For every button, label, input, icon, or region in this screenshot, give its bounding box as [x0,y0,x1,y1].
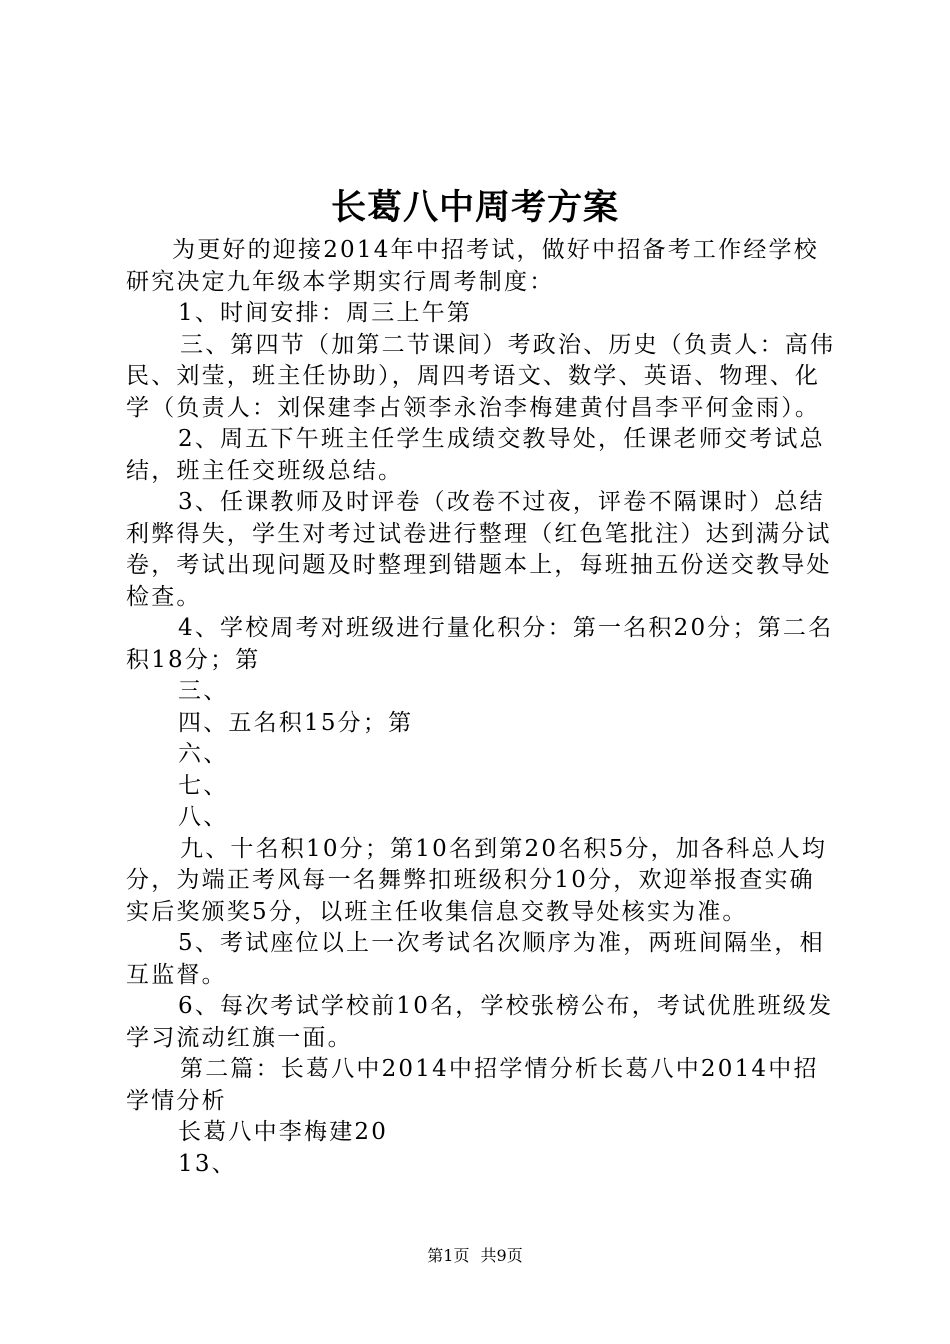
document-body [126,235,840,1180]
paragraph: 2、周五下午班主任学生成绩交教导处，任课老师交考试总结，班主任交班级总结。 [126,426,825,484]
paragraph: 1、时间安排：周三上午第 [178,300,473,326]
page-total: 共9页 [480,1246,523,1265]
paragraph: 5、考试座位以上一次考试名次顺序为准，两班间隔坐，相互监督。 [126,930,825,988]
paragraph: 第二篇：长葛八中2014中招学情分析长葛八中2014中招学情分析 [126,1056,819,1114]
page-footer [0,1244,950,1268]
paragraph: 七、 [178,772,229,799]
paragraph: 三、第四节（加第二节课间）考政治、历史（负责人：高伟民、刘莹，班主任协助），周四考语文、数学、英语、物理、化学（负责人：刘保建李占领李永治李梅建黄付昌李平何金雨）。 [126,331,836,421]
paragraph: 三、 [178,678,229,704]
paragraph: 13、 [178,1150,237,1177]
paragraph: 3、任课教师及时评卷（改卷不过夜，评卷不隔课时）总结利弊得失，学生对考过试卷进行整理（红色笔批注）达到满分试卷，考试出现问题及时整理到错题本上，每班抽五份送交教导处检查。 [126,489,832,610]
document-title: 长葛八中周考方案 [330,187,619,228]
page-number: 第1页 [427,1246,470,1265]
paragraph: 为更好的迎接2014年中招考试，做好中招备考工作经学校研究决定九年级本学期实行周考制度： [126,237,819,295]
paragraph: 六、 [178,741,229,767]
paragraph: 4、学校周考对班级进行量化积分：第一名积20分；第二名积18分；第 [126,615,834,673]
paragraph: 6、每次考试学校前10名，学校张榜公布，考试优胜班级发学习流动红旗一面。 [126,993,834,1051]
paragraph: 四、五名积15分；第 [178,709,414,736]
paragraph: 八、 [178,804,229,830]
paragraph: 长葛八中李梅建20 [178,1119,389,1145]
paragraph: 九、十名积10分；第10名到第20名积5分，加各科总人均分，为端正考风每一名舞弊扣班级积分10分，欢迎举报查实确实后奖颁奖5分，以班主任收集信息交教导处核实为准。 [126,835,828,925]
